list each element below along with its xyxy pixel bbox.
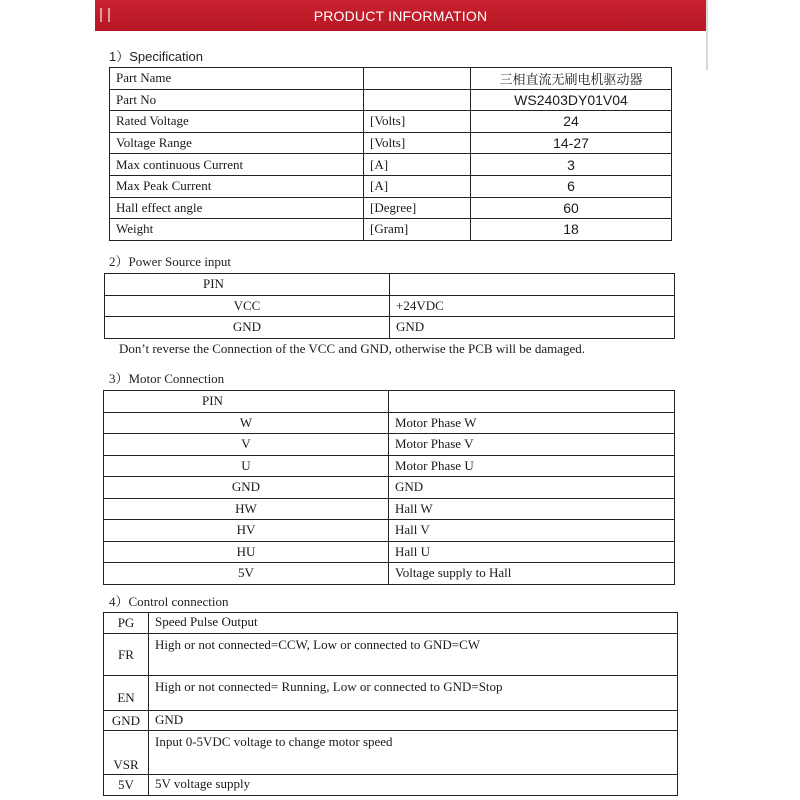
desc-cell: 5V voltage supply (149, 775, 678, 796)
section-title-motor: 3）Motor Connection (109, 371, 225, 386)
spec-name: Max Peak Current (110, 175, 364, 197)
pin-cell: EN (104, 676, 149, 711)
desc-cell: GND (390, 317, 675, 339)
pin-cell: 5V (104, 775, 149, 796)
spec-unit: [Volts] (364, 132, 471, 154)
pin-header: PIN (105, 274, 390, 296)
desc-cell: Motor Phase V (389, 434, 675, 456)
desc-header (389, 391, 675, 413)
table-row (104, 563, 675, 585)
spec-value: 24 (471, 111, 672, 133)
spec-value: 6 (471, 175, 672, 197)
table-row (104, 477, 675, 499)
specification-table (109, 67, 672, 241)
desc-cell: Motor Phase W (389, 412, 675, 434)
spec-unit (364, 68, 471, 90)
section-title-specification: 1）Specification (109, 49, 203, 64)
side-divider (706, 0, 708, 70)
header-banner (95, 0, 706, 31)
banner-mark-icon (100, 8, 110, 22)
page-title: PRODUCT INFORMATION (313, 7, 488, 24)
table-row (104, 455, 675, 477)
desc-cell: GND (389, 477, 675, 499)
table-header-row (104, 391, 675, 413)
motor-table (103, 390, 675, 585)
section-title-control: 4）Control connection (109, 594, 229, 609)
pin-cell: PG (104, 613, 149, 634)
pin-cell: U (104, 455, 389, 477)
spec-value: WS2403DY01V04 (471, 89, 672, 111)
pin-cell: GND (104, 711, 149, 731)
pin-cell: V (104, 434, 389, 456)
table-row (104, 613, 678, 634)
pin-cell: 5V (104, 563, 389, 585)
table-header-row (105, 274, 675, 296)
table-row (105, 317, 675, 339)
desc-header (390, 274, 675, 296)
desc-cell: GND (149, 711, 678, 731)
spec-name: Weight (110, 219, 364, 241)
spec-unit: [Volts] (364, 111, 471, 133)
spec-name: Part Name (110, 68, 364, 90)
pin-cell: HV (104, 520, 389, 542)
spec-name: Rated Voltage (110, 111, 364, 133)
desc-cell: Motor Phase U (389, 455, 675, 477)
table-row (110, 219, 672, 241)
desc-cell: Voltage supply to Hall (389, 563, 675, 585)
spec-name: Hall effect angle (110, 197, 364, 219)
pin-cell: GND (104, 477, 389, 499)
desc-cell: Hall U (389, 541, 675, 563)
pin-cell: GND (105, 317, 390, 339)
table-row (110, 111, 672, 133)
desc-cell: Hall V (389, 520, 675, 542)
desc-cell: High or not connected=CCW, Low or connected to GND=CW (149, 634, 678, 676)
pin-cell: W (104, 412, 389, 434)
spec-unit: [A] (364, 154, 471, 176)
spec-name: Part No (110, 89, 364, 111)
power-table (104, 273, 675, 339)
table-row (104, 731, 678, 775)
pin-cell: HW (104, 498, 389, 520)
desc-cell: +24VDC (390, 295, 675, 317)
desc-cell: High or not connected= Running, Low or connected to GND=Stop (149, 676, 678, 711)
pin-cell: VCC (105, 295, 390, 317)
desc-cell: Input 0-5VDC voltage to change motor speed (149, 731, 678, 775)
spec-unit: [Gram] (364, 219, 471, 241)
section-title-power: 2）Power Source input (109, 254, 232, 269)
table-row (110, 132, 672, 154)
pin-cell: VSR (104, 731, 149, 775)
table-row (104, 775, 678, 796)
table-row (110, 89, 672, 111)
table-row (105, 295, 675, 317)
table-row (104, 412, 675, 434)
table-row (104, 434, 675, 456)
spec-value: 60 (471, 197, 672, 219)
table-row (104, 676, 678, 711)
table-row (104, 520, 675, 542)
spec-value: 三相直流无刷电机驱动器 (471, 68, 672, 90)
table-row (110, 175, 672, 197)
spec-value: 14-27 (471, 132, 672, 154)
power-warning-note: Don’t reverse the Connection of the VCC and GND, otherwise the PCB will be damaged. (119, 341, 585, 356)
pin-header: PIN (104, 391, 389, 413)
spec-unit: [Degree] (364, 197, 471, 219)
table-row (104, 498, 675, 520)
spec-unit: [A] (364, 175, 471, 197)
pin-cell: FR (104, 634, 149, 676)
table-row (110, 154, 672, 176)
control-table (103, 612, 678, 796)
table-row (104, 541, 675, 563)
table-row (104, 711, 678, 731)
spec-value: 3 (471, 154, 672, 176)
desc-cell: Hall W (389, 498, 675, 520)
spec-value: 18 (471, 219, 672, 241)
pin-cell: HU (104, 541, 389, 563)
table-row (110, 68, 672, 90)
spec-name: Voltage Range (110, 132, 364, 154)
table-row (110, 197, 672, 219)
desc-cell: Speed Pulse Output (149, 613, 678, 634)
table-row (104, 634, 678, 676)
spec-unit (364, 89, 471, 111)
spec-name: Max continuous Current (110, 154, 364, 176)
